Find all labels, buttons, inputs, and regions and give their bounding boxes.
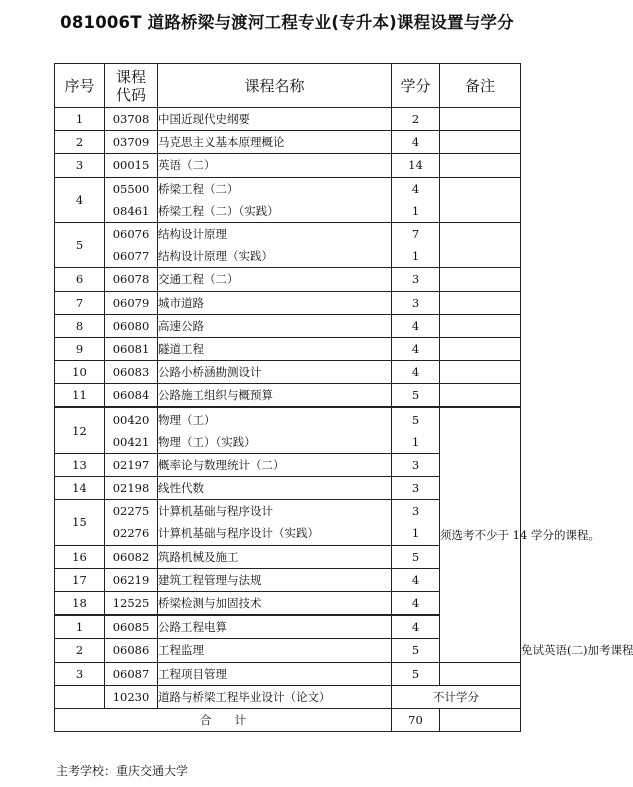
course-name: 建筑工程管理与法规 [158,568,392,591]
row-no: 9 [55,337,105,360]
course-name: 结构设计原理（实践） [158,245,392,268]
course-credit: 3 [392,500,440,523]
header-name: 课程名称 [158,64,392,108]
course-credit: 5 [392,545,440,568]
course-code: 02276 [105,522,158,545]
row-no: 3 [55,154,105,177]
course-credit: 3 [392,477,440,500]
course-credit: 5 [392,407,440,430]
table-header [55,64,521,108]
course-name: 桥梁检测与加固技术 [158,591,392,615]
course-name: 高速公路 [158,314,392,337]
course-code: 00421 [105,431,158,454]
course-name: 英语（二） [158,154,392,177]
page-title: 081006T 道路桥梁与渡河工程专业(专升本)课程设置与学分 [60,13,514,32]
table-row [55,154,521,177]
table-row [55,685,521,708]
course-table [54,63,633,732]
row-no: 6 [55,268,105,291]
header-code [105,64,158,108]
course-code: 00015 [105,154,158,177]
row-no [55,685,105,708]
course-name: 桥梁工程（二）（实践） [158,200,392,223]
course-name: 道路与桥梁工程毕业设计（论文） [158,685,392,708]
course-code: 06083 [105,361,158,384]
course-code: 03708 [105,108,158,131]
row-no: 11 [55,384,105,408]
course-credit: 5 [392,384,440,408]
course-credit: 1 [392,522,440,545]
course-code: 00420 [105,407,158,430]
row-no: 1 [55,108,105,131]
header-code-line1: 课程 [115,67,146,86]
course-credit: 4 [392,568,440,591]
row-no: 16 [55,545,105,568]
course-code: 05500 [105,177,158,200]
course-code: 06086 [105,639,158,662]
course-name: 公路工程电算 [158,615,392,639]
course-code: 06080 [105,314,158,337]
row-no: 2 [55,131,105,154]
total-row [55,708,521,731]
table-row [55,384,521,408]
table-row [55,131,521,154]
course-code: 06079 [105,291,158,314]
row-no: 15 [55,500,105,545]
course-credit: 4 [392,591,440,615]
table-row [55,361,521,384]
note-cell [440,222,521,267]
course-name: 城市道路 [158,291,392,314]
course-credit: 4 [392,337,440,360]
note-cell [440,177,521,222]
note-cell [440,291,521,314]
course-credit: 5 [392,662,440,685]
course-code: 06082 [105,545,158,568]
course-credit: 4 [392,131,440,154]
course-name: 中国近现代史纲要 [158,108,392,131]
course-code: 12525 [105,591,158,615]
course-name: 物理（工） [158,407,392,430]
course-credit: 1 [392,245,440,268]
row-no: 5 [55,222,105,267]
course-code: 02275 [105,500,158,523]
course-name: 交通工程（二） [158,268,392,291]
course-credit: 1 [392,200,440,223]
course-code: 06084 [105,384,158,408]
course-credit: 4 [392,361,440,384]
header-code-line2: 代码 [115,85,146,104]
table-row [55,662,521,685]
table-row [55,337,521,360]
course-code: 06077 [105,245,158,268]
table-row: 1 06085 公路工程电算 4 免试英语(二)加考课程 [55,615,521,639]
course-name: 桥梁工程（二） [158,177,392,200]
course-code: 06087 [105,662,158,685]
elective-note: 须选考不少于 14 学分的课程。 [440,407,521,662]
note-cell [440,337,521,360]
course-code: 06085 [105,615,158,639]
course-name: 筑路机械及施工 [158,545,392,568]
table-row [55,268,521,291]
note-cell [440,361,521,384]
course-name: 计算机基础与程序设计 [158,500,392,523]
course-name: 计算机基础与程序设计（实践） [158,522,392,545]
course-credit: 3 [392,453,440,476]
course-name: 工程监理 [158,639,392,662]
course-code: 02198 [105,477,158,500]
table-row [55,177,521,200]
note-cell [440,314,521,337]
course-name: 公路施工组织与概预算 [158,384,392,408]
row-no: 13 [55,453,105,476]
row-no: 12 [55,407,105,453]
course-credit: 7 [392,222,440,245]
note-cell [440,384,521,408]
row-no: 14 [55,477,105,500]
thesis-credit-note: 不计学分 [392,685,521,708]
row-no: 7 [55,291,105,314]
course-name: 隧道工程 [158,337,392,360]
course-name: 线性代数 [158,477,392,500]
note-cell [440,108,521,131]
note-cell [440,268,521,291]
course-code: 03709 [105,131,158,154]
course-code: 06219 [105,568,158,591]
course-name: 结构设计原理 [158,222,392,245]
row-no: 1 [55,615,105,639]
course-code: 06081 [105,337,158,360]
course-credit: 3 [392,268,440,291]
total-credit: 70 [392,708,440,731]
examining-school: 主考学校：重庆交通大学 [56,764,189,778]
row-no: 18 [55,591,105,615]
course-credit: 3 [392,291,440,314]
course-name: 马克思主义基本原理概论 [158,131,392,154]
course-credit: 4 [392,615,440,639]
course-credit: 14 [392,154,440,177]
course-name: 工程项目管理 [158,662,392,685]
total-note [440,708,521,731]
row-no: 17 [55,568,105,591]
header-no: 序号 [55,64,105,108]
table-row [55,108,521,131]
header-credit: 学分 [392,64,440,108]
row-no: 8 [55,314,105,337]
course-code: 10230 [105,685,158,708]
table-row [55,407,521,430]
header-note: 备注 [440,64,521,108]
note-cell [440,154,521,177]
course-name: 概率论与数理统计（二） [158,453,392,476]
course-name: 物理（工）（实践） [158,431,392,454]
course-credit: 1 [392,431,440,454]
row-no: 3 [55,662,105,685]
row-no: 4 [55,177,105,222]
course-name: 公路小桥涵勘测设计 [158,361,392,384]
course-code: 02197 [105,453,158,476]
table-row [55,291,521,314]
course-code: 08461 [105,200,158,223]
course-code: 06076 [105,222,158,245]
note-cell [440,131,521,154]
course-credit: 5 [392,639,440,662]
course-code: 06078 [105,268,158,291]
course-credit: 4 [392,177,440,200]
table-row [55,314,521,337]
course-credit: 4 [392,314,440,337]
total-label: 合 计 [55,708,392,731]
table-row [55,222,521,245]
row-no: 2 [55,639,105,662]
row-no: 10 [55,361,105,384]
course-credit: 2 [392,108,440,131]
